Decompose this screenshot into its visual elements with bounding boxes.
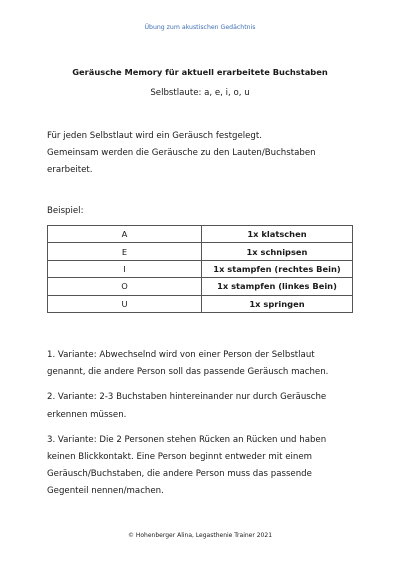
- table-row: [48, 295, 353, 312]
- intro-paragraph: [47, 128, 367, 179]
- intro-line: Gemeinsam werden die Geräusche zu den Lauten/Buchstaben: [47, 148, 316, 158]
- variant-line: Geräusch/Buchstaben, die andere Person muss das passende: [47, 469, 312, 480]
- variant-line: 3. Variante: Die 2 Personen stehen Rücken an Rücken und haben: [47, 434, 327, 445]
- variant-2: [47, 389, 367, 423]
- noise-cell: 1x schnipsen: [202, 243, 353, 260]
- document-subtitle: Selbstlaute: a, e, i, o, u: [150, 88, 250, 98]
- document-title: Geräusche Memory für aktuell erarbeitete Buchstaben: [72, 67, 328, 77]
- variant-line: erkennen müssen.: [47, 409, 127, 420]
- variant-line: 1. Variante: Abwechselnd wird von einer Person der Selbstlaut: [47, 350, 315, 360]
- table-row: [48, 243, 353, 260]
- variant-3: [47, 432, 367, 501]
- page-footer: © Hohenberger Alina, Legasthenie Trainer 2021: [127, 532, 273, 539]
- letter-cell: U: [48, 295, 202, 312]
- example-label: Beispiel:: [47, 206, 84, 216]
- noise-cell: 1x springen: [202, 295, 353, 312]
- intro-line: Für jeden Selbstlaut wird ein Geräusch festgelegt.: [47, 131, 262, 141]
- letter-cell: O: [48, 278, 202, 295]
- variant-line: keinen Blickkontakt. Eine Person beginnt entweder mit einem: [47, 452, 312, 463]
- variants-section: [47, 347, 367, 509]
- noise-cell: 1x klatschen: [202, 226, 353, 243]
- variant-line: genannt, die andere Person soll das passende Geräusch machen.: [47, 367, 329, 378]
- noise-cell: 1x stampfen (rechtes Bein): [202, 260, 353, 277]
- noise-cell: 1x stampfen (linkes Bein): [202, 278, 353, 295]
- variant-line: Gegenteil nennen/machen.: [47, 486, 164, 497]
- variant-line: 2. Variante: 2-3 Buchstaben hintereinander nur durch Geräusche: [47, 392, 327, 403]
- table-row: [48, 226, 353, 243]
- page-header: Übung zum akustischen Gedächtnis: [144, 24, 256, 31]
- letter-cell: E: [48, 243, 202, 260]
- variant-1: [47, 347, 367, 381]
- intro-line: erarbeitet.: [47, 165, 93, 175]
- letter-cell: A: [48, 226, 202, 243]
- letter-cell: I: [48, 260, 202, 277]
- table-row: [48, 278, 353, 295]
- letter-noise-table: [47, 225, 353, 313]
- table-row: [48, 260, 353, 277]
